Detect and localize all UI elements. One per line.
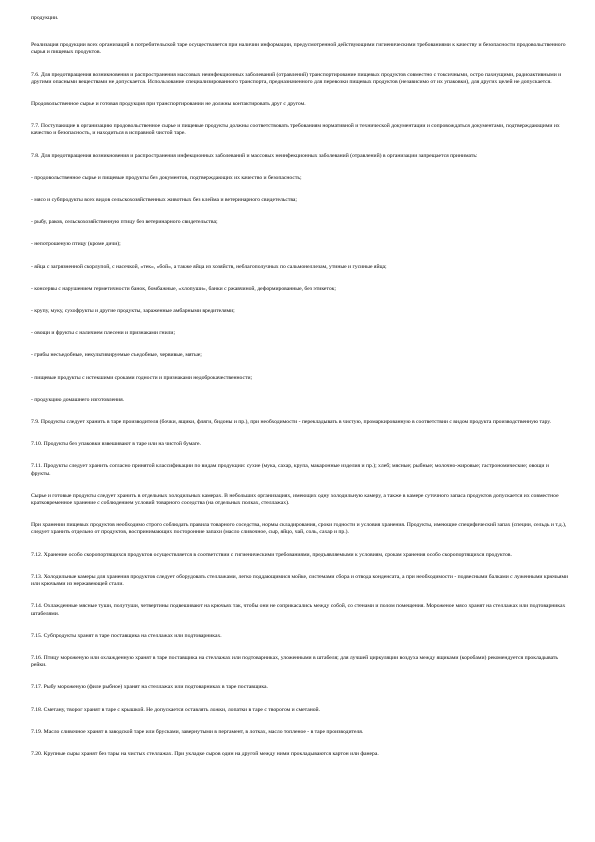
list-item: - консервы с нарушением герметичности банок, бомбажные, «хлопуши», банки с ржавчиной, деформированные, без этикеток; xyxy=(31,285,336,292)
list-item: - пищевые продукты с истекшими сроками годности и признаками недоброкачественности; xyxy=(31,374,253,381)
paragraph: 7.9. Продукты следует хранить в таре производителя (бочки, ящики, фляги, бидоны и пр.), при необходимости - перекладывать в чистую, промаркированную в соответствии с видом продукта производственную тару. xyxy=(31,419,551,426)
paragraph: 7.15. Субпродукты хранят в таре поставщика на стеллажах или подтоварниках. xyxy=(31,632,222,639)
paragraph: 7.13. Холодильные камеры для хранения продуктов следует оборудовать стеллажами, легко поддающимися мойке, системами сбора и отвода конденсата, а при необходимости - подвесными балками с луженными крючьями или крючьями из нержавеющей стали. xyxy=(31,573,569,588)
paragraph: продукции. xyxy=(31,15,59,21)
list-item: - грибы несъедобные, некультивируемые съедобные, червивые, мятые; xyxy=(31,352,202,359)
list-item: - непотрошеную птицу (кроме дичи); xyxy=(31,241,121,248)
list-item: - продовольственное сырье и пищевые продукты без документов, подтверждающих их качество и безопасность; xyxy=(31,174,302,181)
paragraph: 7.8. Для предотвращения возникновения и распространения инфекционных заболеваний и массовых неинфекционных заболеваний (отравлений) в организации запрещается принимать: xyxy=(31,152,478,159)
paragraph: 7.14. Охлажденные мясные туши, полутуши, четвертины подвешивают на крючьях так, чтобы они не соприкасались между собой, со стенами и полом помещения. Мороженое мясо хранят на стеллажах или подтоварниках штабелями. xyxy=(31,603,566,617)
paragraph: 7.18. Сметану, творог хранят в таре с крышкой. Не допускается оставлять ложки, лопатки в таре с творогом и сметаной. xyxy=(31,706,320,713)
paragraph: 7.20. Крупные сыры хранят без тары на чистых стеллажах. При укладке сыров один на другой между ними прокладываются картон или фанера. xyxy=(31,750,379,757)
paragraph: Сырье и готовые продукты следует хранить в отдельных холодильных камерах. В небольших организациях, имеющих одну холодильную камеру, а также в камере суточного запаса продуктов допускается их совместное кратковременное хранение с соблюдением условий товарного соседства (на отдельных полках, стеллажах). xyxy=(31,492,559,507)
list-item: - продукцию домашнего изготовления. xyxy=(31,396,125,403)
paragraph: 7.6. Для предотвращения возникновения и распространения массовых неинфекционных заболеваний (отравлений) транспортирование пищевых продуктов совместно с токсичными, остро пахнущими, радиоактивными и другими опасными веществами не допускается. Использование специализированного транспорта, предназначенного для перевозки пищевых продуктов (независимо от их упаковки), для других целей не допускается. xyxy=(31,71,562,85)
list-item: - овощи и фрукты с наличием плесени и признаками гнили; xyxy=(31,330,176,337)
paragraph: 7.11. Продукты следует хранить согласно принятой классификации по видам продукции: сухие (мука, сахар, крупа, макаронные изделия и пр.); хлеб; мясные; рыбные; молочно-жировые; гастрономические; овощи и фрукты. xyxy=(31,463,549,477)
paragraph: 7.10. Продукты без упаковки взвешивают в таре или на чистой бумаге. xyxy=(31,441,201,448)
list-item: - яйца с загрязненной скорлупой, с насечкой, «тек», «бой», а также яйца из хозяйств, неблагополучных по сальмонеллезам, утиные и гусиные яйца; xyxy=(31,263,387,270)
paragraph: При хранении пищевых продуктов необходимо строго соблюдать правила товарного соседства, нормы складирования, сроки годности и условия хранения. Продукты, имеющие специфический запах (специи, сельдь и т.д.), следует хранить отдельно от продуктов, воспринимающих посторонние запахи (масло сливочное, сыр, яйцо, чай, соль, сахар и пр.). xyxy=(31,522,567,536)
paragraph: 7.12. Хранение особо скоропортящихся продуктов осуществляется в соответствии с гигиеническими требованиями, предъявляемыми к условиям, срокам хранения особо скоропортящихся продуктов. xyxy=(31,551,512,558)
list-item: - мясо и субпродукты всех видов сельскохозяйственных животных без клейма и ветеринарного свидетельства; xyxy=(31,197,297,204)
paragraph: 7.19. Масло сливочное хранят в заводской таре или брусками, завернутыми в пергамент, в лотках, масло топленое - в таре производителя. xyxy=(31,728,364,735)
list-item: - крупу, муку, сухофрукты и другие продукты, зараженные амбарными вредителями; xyxy=(31,308,235,315)
paragraph: 7.17. Рыбу мороженую (филе рыбное) хранят на стеллажах или подтоварниках в таре поставщика. xyxy=(31,684,268,691)
paragraph: 7.16. Птицу мороженую или охлажденную хранят в таре поставщика на стеллажах или подтоварниках, уложенными в штабеля; для лучшей циркуляции воздуха между ящиками (коробами) рекомендуется прокладывать рейки. xyxy=(31,654,558,669)
paragraph: Реализация продукции всех организаций в потребительской таре осуществляется при наличии информации, предусмотренной действующими гигиеническими требованиями к качеству и безопасности продовольственного сырья и пищевых продуктов. xyxy=(31,42,566,56)
list-item: - рыбу, раков, сельскохозяйственную птицу без ветеринарного свидетельства; xyxy=(31,219,218,226)
document-page xyxy=(31,0,569,773)
paragraph: 7.7. Поступающие в организацию продовольственное сырье и пищевые продукты должны соответствовать требованиям нормативной и технической документации и сопровождаться документами, подтверждающими их качество и безопасность, и находиться в исправной чистой таре. xyxy=(31,123,560,137)
paragraph: Продовольственное сырье и готовая продукция при транспортировании не должны контактировать друг с другом. xyxy=(31,101,306,108)
